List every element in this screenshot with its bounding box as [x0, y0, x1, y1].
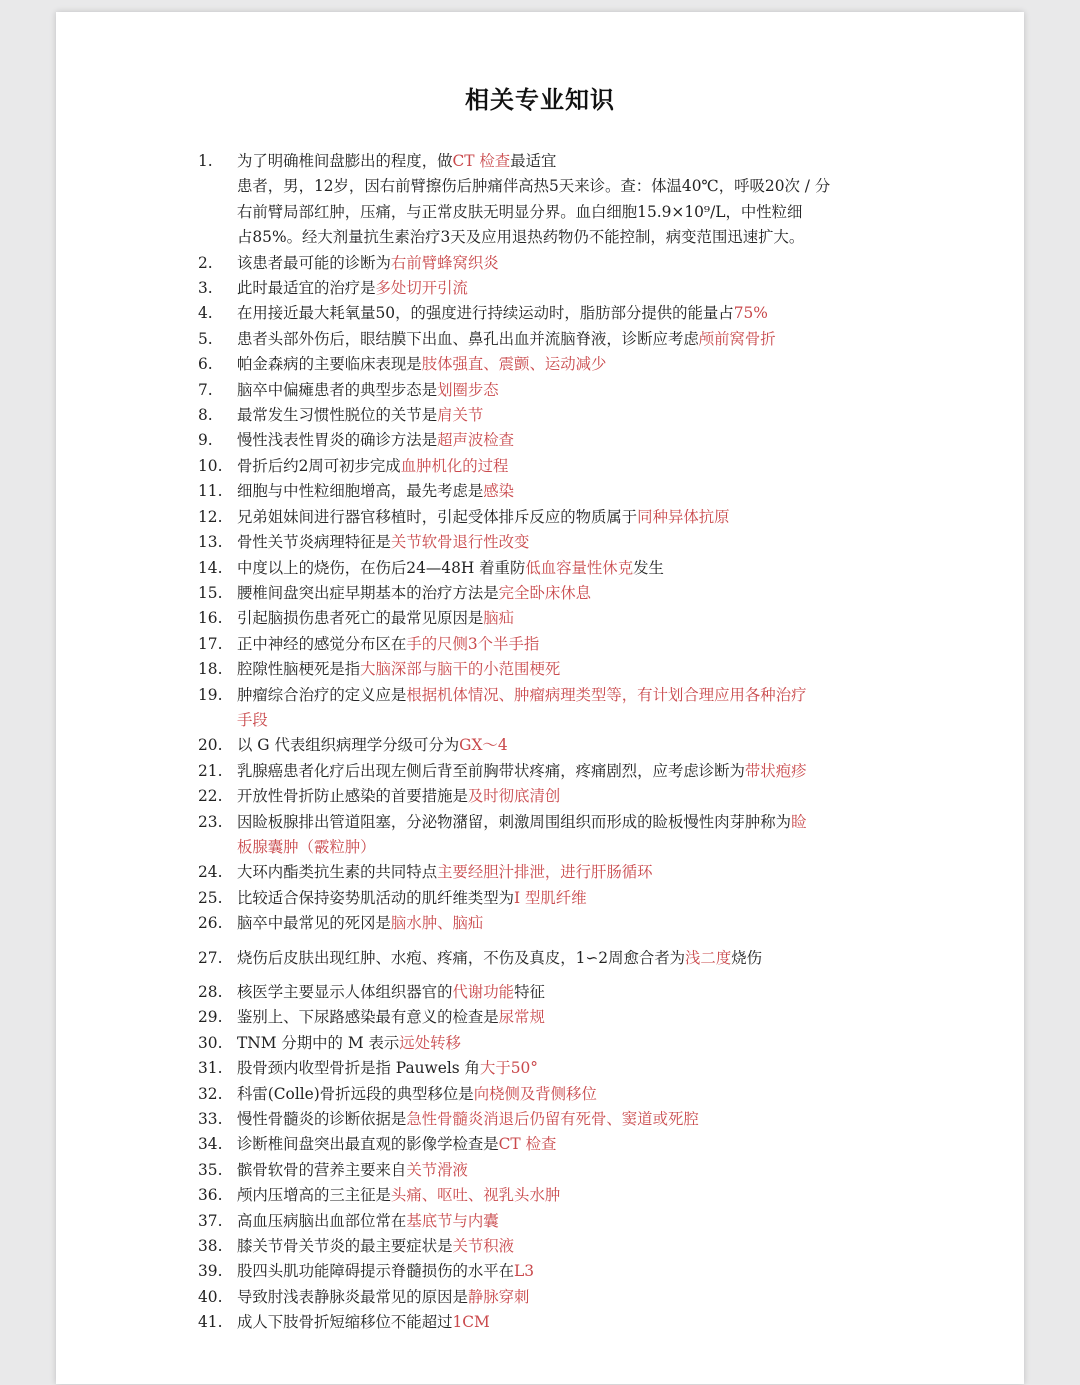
list-item [196, 530, 896, 555]
item-line [237, 946, 896, 971]
answer-text: L3 [514, 1262, 535, 1281]
item-line [237, 556, 896, 581]
question-text: 中度以上的烧伤，在伤后24—48H 着重防 [237, 558, 526, 577]
answer-text: Ⅰ 型肌纤维 [514, 888, 587, 907]
answer-text: 完全卧床休息 [498, 583, 592, 602]
list-item [196, 946, 896, 971]
question-text: 帕金森病的主要临床表现是 [237, 355, 422, 374]
answer-text: 关节软骨退行性改变 [390, 533, 530, 552]
answer-text: 带状疱疹 [744, 761, 807, 780]
item-number: 9. [198, 431, 213, 450]
item-line [237, 352, 896, 377]
item-number: 15. [198, 583, 223, 602]
answer-text: 向桡侧及背侧移位 [473, 1084, 597, 1103]
list-item [196, 581, 896, 606]
item-number: 24. [198, 863, 223, 882]
question-text: 开放性骨折防止感染的首要措施是 [237, 787, 468, 806]
answer-text: 颅前窝骨折 [698, 329, 776, 348]
item-line [237, 1209, 896, 1234]
item-number: 17. [198, 634, 223, 653]
question-text: 肿瘤综合治疗的定义应是 [237, 685, 407, 704]
item-number: 29. [198, 1008, 223, 1027]
item-line [237, 759, 896, 784]
item-line [237, 835, 896, 860]
item-line [237, 657, 896, 682]
page-title: 相关专业知识 [465, 86, 615, 114]
item-line [237, 980, 896, 1005]
list-item [196, 378, 896, 403]
item-line [237, 1107, 896, 1132]
answer-text: 脑水肿、脑疝 [390, 914, 484, 933]
item-line [237, 784, 896, 809]
item-line [237, 174, 896, 199]
answer-text: 关节滑液 [406, 1160, 468, 1179]
question-tail-text: 发生 [633, 558, 664, 577]
item-number: 30. [198, 1033, 223, 1052]
question-text: 此时最适宜的治疗是 [237, 279, 376, 298]
question-text: 科雷(Colle)骨折远段的典型移位是 [237, 1084, 474, 1103]
question-text: TNM 分期中的 M 表示 [237, 1033, 400, 1052]
item-number: 2. [198, 253, 213, 272]
list-item [196, 1082, 896, 1107]
question-text: 以 G 代表组织病理学分级可分为 [237, 736, 460, 755]
question-tail-text: 最适宜 [510, 152, 557, 170]
question-text: 细胞与中性粒细胞增高，最先考虑是 [237, 482, 484, 501]
list-item [196, 479, 896, 504]
list-item [196, 759, 896, 784]
list-item [196, 1209, 896, 1234]
item-line [237, 378, 896, 403]
item-number: 41. [198, 1313, 223, 1332]
item-line [237, 505, 896, 530]
list-item [196, 1005, 896, 1030]
answer-text: 大脑深部与脑干的小范围梗死 [360, 660, 561, 679]
question-text: 腔隙性脑梗死是指 [237, 660, 361, 679]
question-text: 股骨颈内收型骨折是指 Pauwels 角 [237, 1059, 480, 1078]
item-number: 37. [198, 1211, 223, 1230]
item-number: 33. [198, 1110, 223, 1129]
list-item [196, 1107, 896, 1132]
question-text: 慢性浅表性胃炎的确诊方法是 [237, 431, 438, 450]
answer-text: 脑疝 [483, 609, 515, 628]
answer-text: 手段 [237, 710, 268, 729]
question-text: 鉴别上、下尿路感染最有意义的检查是 [237, 1008, 499, 1027]
list-item [196, 860, 896, 885]
item-number: 23. [198, 812, 223, 831]
item-number: 3. [198, 279, 213, 298]
question-text: 兄弟姐妹间进行器官移植时，引起受体排斥反应的物质属于 [237, 507, 638, 526]
question-text: 为了明确椎间盘膨出的程度，做 [237, 152, 453, 170]
item-number: 31. [198, 1059, 223, 1078]
item-line [237, 479, 896, 504]
item-line [237, 1310, 896, 1335]
item-line [237, 1031, 896, 1056]
item-line [237, 1132, 896, 1157]
item-line [237, 301, 896, 326]
list-item [196, 556, 896, 581]
item-line [237, 1158, 896, 1183]
item-number: 1. [198, 152, 213, 170]
item-number: 35. [198, 1160, 223, 1179]
question-text: 腰椎间盘突出症早期基本的治疗方法是 [237, 583, 499, 602]
list-item [196, 327, 896, 352]
item-line [237, 276, 896, 301]
answer-text: 及时彻底清创 [467, 787, 561, 806]
item-number: 34. [198, 1135, 223, 1154]
list-item [196, 1132, 896, 1157]
question-text: 慢性骨髓炎的诊断依据是 [237, 1110, 407, 1129]
answer-text: 基底节与内囊 [406, 1211, 499, 1230]
list-item [196, 276, 896, 301]
item-line [237, 581, 896, 606]
question-text: 髌骨软骨的营养主要来自 [237, 1160, 407, 1179]
answer-text: 75% [733, 304, 768, 323]
answer-text: 1CM [452, 1313, 490, 1332]
question-text: 因睑板腺排出管道阻塞，分泌物潴留，刺激周围组织而形成的睑板慢性肉芽肿称为 [237, 812, 792, 831]
question-text: 股四头肌功能障碍提示脊髓损伤的水平在 [237, 1262, 515, 1281]
list-item [196, 1031, 896, 1056]
item-line [237, 1005, 896, 1030]
question-tail-text: 烧伤 [731, 948, 763, 967]
question-text: 大环内酯类抗生素的共同特点 [237, 863, 438, 882]
answer-text: 关节积液 [452, 1237, 515, 1256]
answer-text: 同种异体抗原 [637, 507, 730, 526]
item-line [237, 886, 896, 911]
answer-text: 肢体强直、震颤、运动减少 [421, 355, 607, 374]
qa-list [196, 149, 896, 1336]
question-text: 高血压病脑出血部位常在 [237, 1211, 407, 1230]
question-tail-text: 特征 [514, 983, 545, 1001]
question-text: 占85%。经大剂量抗生素治疗3天及应用退热药物仍不能控制，病变范围迅速扩大。 [237, 228, 805, 247]
question-text: 膝关节骨关节炎的最主要症状是 [237, 1237, 453, 1256]
list-item [196, 505, 896, 530]
item-line [237, 911, 896, 936]
answer-text: 超声波检查 [437, 431, 515, 450]
list-item [196, 810, 896, 861]
question-text: 患者，男，12岁，因右前臂擦伤后肿痛伴高热5天来诊。查：体温40℃，呼吸20次 / 分 [237, 177, 831, 196]
item-line [237, 860, 896, 885]
item-number: 32. [198, 1084, 223, 1103]
question-text: 该患者最可能的诊断为 [237, 253, 391, 272]
list-item [196, 149, 896, 251]
question-text: 核医学主要显示人体组织器官的 [237, 983, 453, 1001]
answer-text: 头痛、呕吐、视乳头水肿 [390, 1186, 561, 1205]
answer-text: 远处转移 [399, 1033, 461, 1052]
answer-text: 右前臂蜂窝织炎 [390, 253, 499, 272]
list-item [196, 980, 896, 1005]
list-item [196, 301, 896, 326]
answer-text: 划圈步态 [437, 380, 499, 399]
list-item [196, 911, 896, 936]
item-number: 5. [198, 329, 213, 348]
answer-text: CT 检查 [452, 152, 511, 170]
list-item [196, 251, 896, 276]
item-line [237, 530, 896, 555]
item-line [237, 403, 896, 428]
question-text: 烧伤后皮肤出现红肿、水疱、疼痛，不伤及真皮，1∽2周愈合者为 [237, 948, 686, 967]
question-text: 乳腺癌患者化疗后出现左侧后背至前胸带状疼痛，疼痛剧烈，应考虑诊断为 [237, 761, 745, 780]
list-item [196, 683, 896, 734]
item-number: 28. [198, 983, 223, 1001]
item-number: 4. [198, 304, 213, 323]
list-item [196, 606, 896, 631]
item-number: 36. [198, 1186, 223, 1205]
item-number: 21. [198, 761, 223, 780]
question-text: 右前臂局部红肿，压痛，与正常皮肤无明显分界。血白细胞15.9×10⁹/L，中性粒细 [237, 202, 803, 221]
item-number: 22. [198, 787, 223, 806]
answer-text: 多处切开引流 [375, 279, 468, 298]
list-item [196, 784, 896, 809]
item-line [237, 327, 896, 352]
list-item [196, 657, 896, 682]
item-line [237, 1234, 896, 1259]
item-line [237, 708, 896, 733]
item-line [237, 810, 896, 835]
list-item [196, 1056, 896, 1081]
list-item [196, 1259, 896, 1284]
item-line [237, 1082, 896, 1107]
list-item [196, 1158, 896, 1183]
answer-text: 主要经胆汁排泄，进行肝肠循环 [437, 863, 653, 882]
answer-text: 肩关节 [437, 406, 484, 425]
list-item [196, 1310, 896, 1335]
item-number: 38. [198, 1237, 223, 1256]
answer-text: 板腺囊肿（霰粒肿） [237, 837, 376, 856]
item-line [237, 1056, 896, 1081]
item-number: 27. [198, 948, 223, 967]
item-number: 18. [198, 660, 223, 679]
list-item [196, 632, 896, 657]
item-number: 39. [198, 1262, 223, 1281]
answer-text: 手的尺侧3个半手指 [406, 634, 540, 653]
question-text: 正中神经的感觉分布区在 [237, 634, 407, 653]
item-number: 26. [198, 914, 223, 933]
question-text: 脑卒中偏瘫患者的典型步态是 [237, 380, 438, 399]
item-line [237, 606, 896, 631]
question-text: 引起脑损伤患者死亡的最常见原因是 [237, 609, 484, 628]
item-line [237, 454, 896, 479]
item-number: 6. [198, 355, 213, 374]
question-text: 最常发生习惯性脱位的关节是 [237, 406, 438, 425]
answer-text: CT 检查 [498, 1135, 557, 1154]
answer-text: 根据机体情况、肿瘤病理类型等，有计划合理应用各种治疗 [406, 685, 807, 704]
answer-text: 静脉穿刺 [467, 1287, 530, 1306]
item-line [237, 1259, 896, 1284]
list-item [196, 1285, 896, 1310]
item-line [237, 251, 896, 276]
question-text: 成人下肢骨折短缩移位不能超过 [237, 1313, 453, 1332]
item-number: 19. [198, 685, 223, 704]
item-number: 7. [198, 380, 213, 399]
answer-text: GX～4 [459, 736, 508, 755]
item-line [237, 632, 896, 657]
list-item [196, 352, 896, 377]
item-line [237, 225, 896, 250]
item-line [237, 149, 896, 174]
question-text: 导致肘浅表静脉炎最常见的原因是 [237, 1287, 468, 1306]
list-item [196, 886, 896, 911]
list-gap [196, 937, 896, 946]
question-text: 骨折后约2周可初步完成 [237, 456, 401, 475]
answer-text: 急性骨髓炎消退后仍留有死骨、窦道或死腔 [406, 1110, 699, 1129]
list-item [196, 454, 896, 479]
item-line [237, 1183, 896, 1208]
item-number: 40. [198, 1287, 223, 1306]
question-text: 颅内压增高的三主征是 [237, 1186, 391, 1205]
item-line [237, 428, 896, 453]
answer-text: 大于50° [479, 1059, 538, 1078]
item-number: 10. [198, 456, 223, 475]
item-number: 14. [198, 558, 223, 577]
item-number: 25. [198, 888, 223, 907]
list-item [196, 1234, 896, 1259]
answer-text: 血肿机化的过程 [400, 456, 509, 475]
question-text: 比较适合保持姿势肌活动的肌纤维类型为 [237, 888, 515, 907]
item-number: 11. [198, 482, 223, 501]
answer-text: 低血容量性休克 [525, 558, 634, 577]
document-page [56, 12, 1024, 1384]
list-item [196, 403, 896, 428]
question-text: 脑卒中最常见的死冈是 [237, 914, 391, 933]
list-item [196, 428, 896, 453]
question-text: 患者头部外伤后，眼结膜下出血、鼻孔出血并流脑脊液，诊断应考虑 [237, 329, 699, 348]
item-number: 13. [198, 533, 223, 552]
answer-text: 睑 [791, 812, 807, 831]
answer-text: 尿常规 [498, 1008, 545, 1027]
list-gap [196, 971, 896, 980]
answer-text: 浅二度 [685, 948, 732, 967]
item-line [237, 683, 896, 708]
item-number: 12. [198, 507, 223, 526]
item-number: 20. [198, 736, 223, 755]
item-number: 8. [198, 406, 213, 425]
answer-text: 感染 [483, 482, 515, 501]
question-text: 骨性关节炎病理特征是 [237, 533, 391, 552]
answer-text: 代谢功能 [452, 983, 515, 1001]
item-line [237, 200, 896, 225]
item-number: 16. [198, 609, 223, 628]
list-item [196, 733, 896, 758]
item-line [237, 1285, 896, 1310]
question-text: 在用接近最大耗氧量50，的强度进行持续运动时，脂肪部分提供的能量占 [237, 304, 734, 323]
question-text: 诊断椎间盘突出最直观的影像学检查是 [237, 1135, 499, 1154]
item-line [237, 733, 896, 758]
list-item [196, 1183, 896, 1208]
